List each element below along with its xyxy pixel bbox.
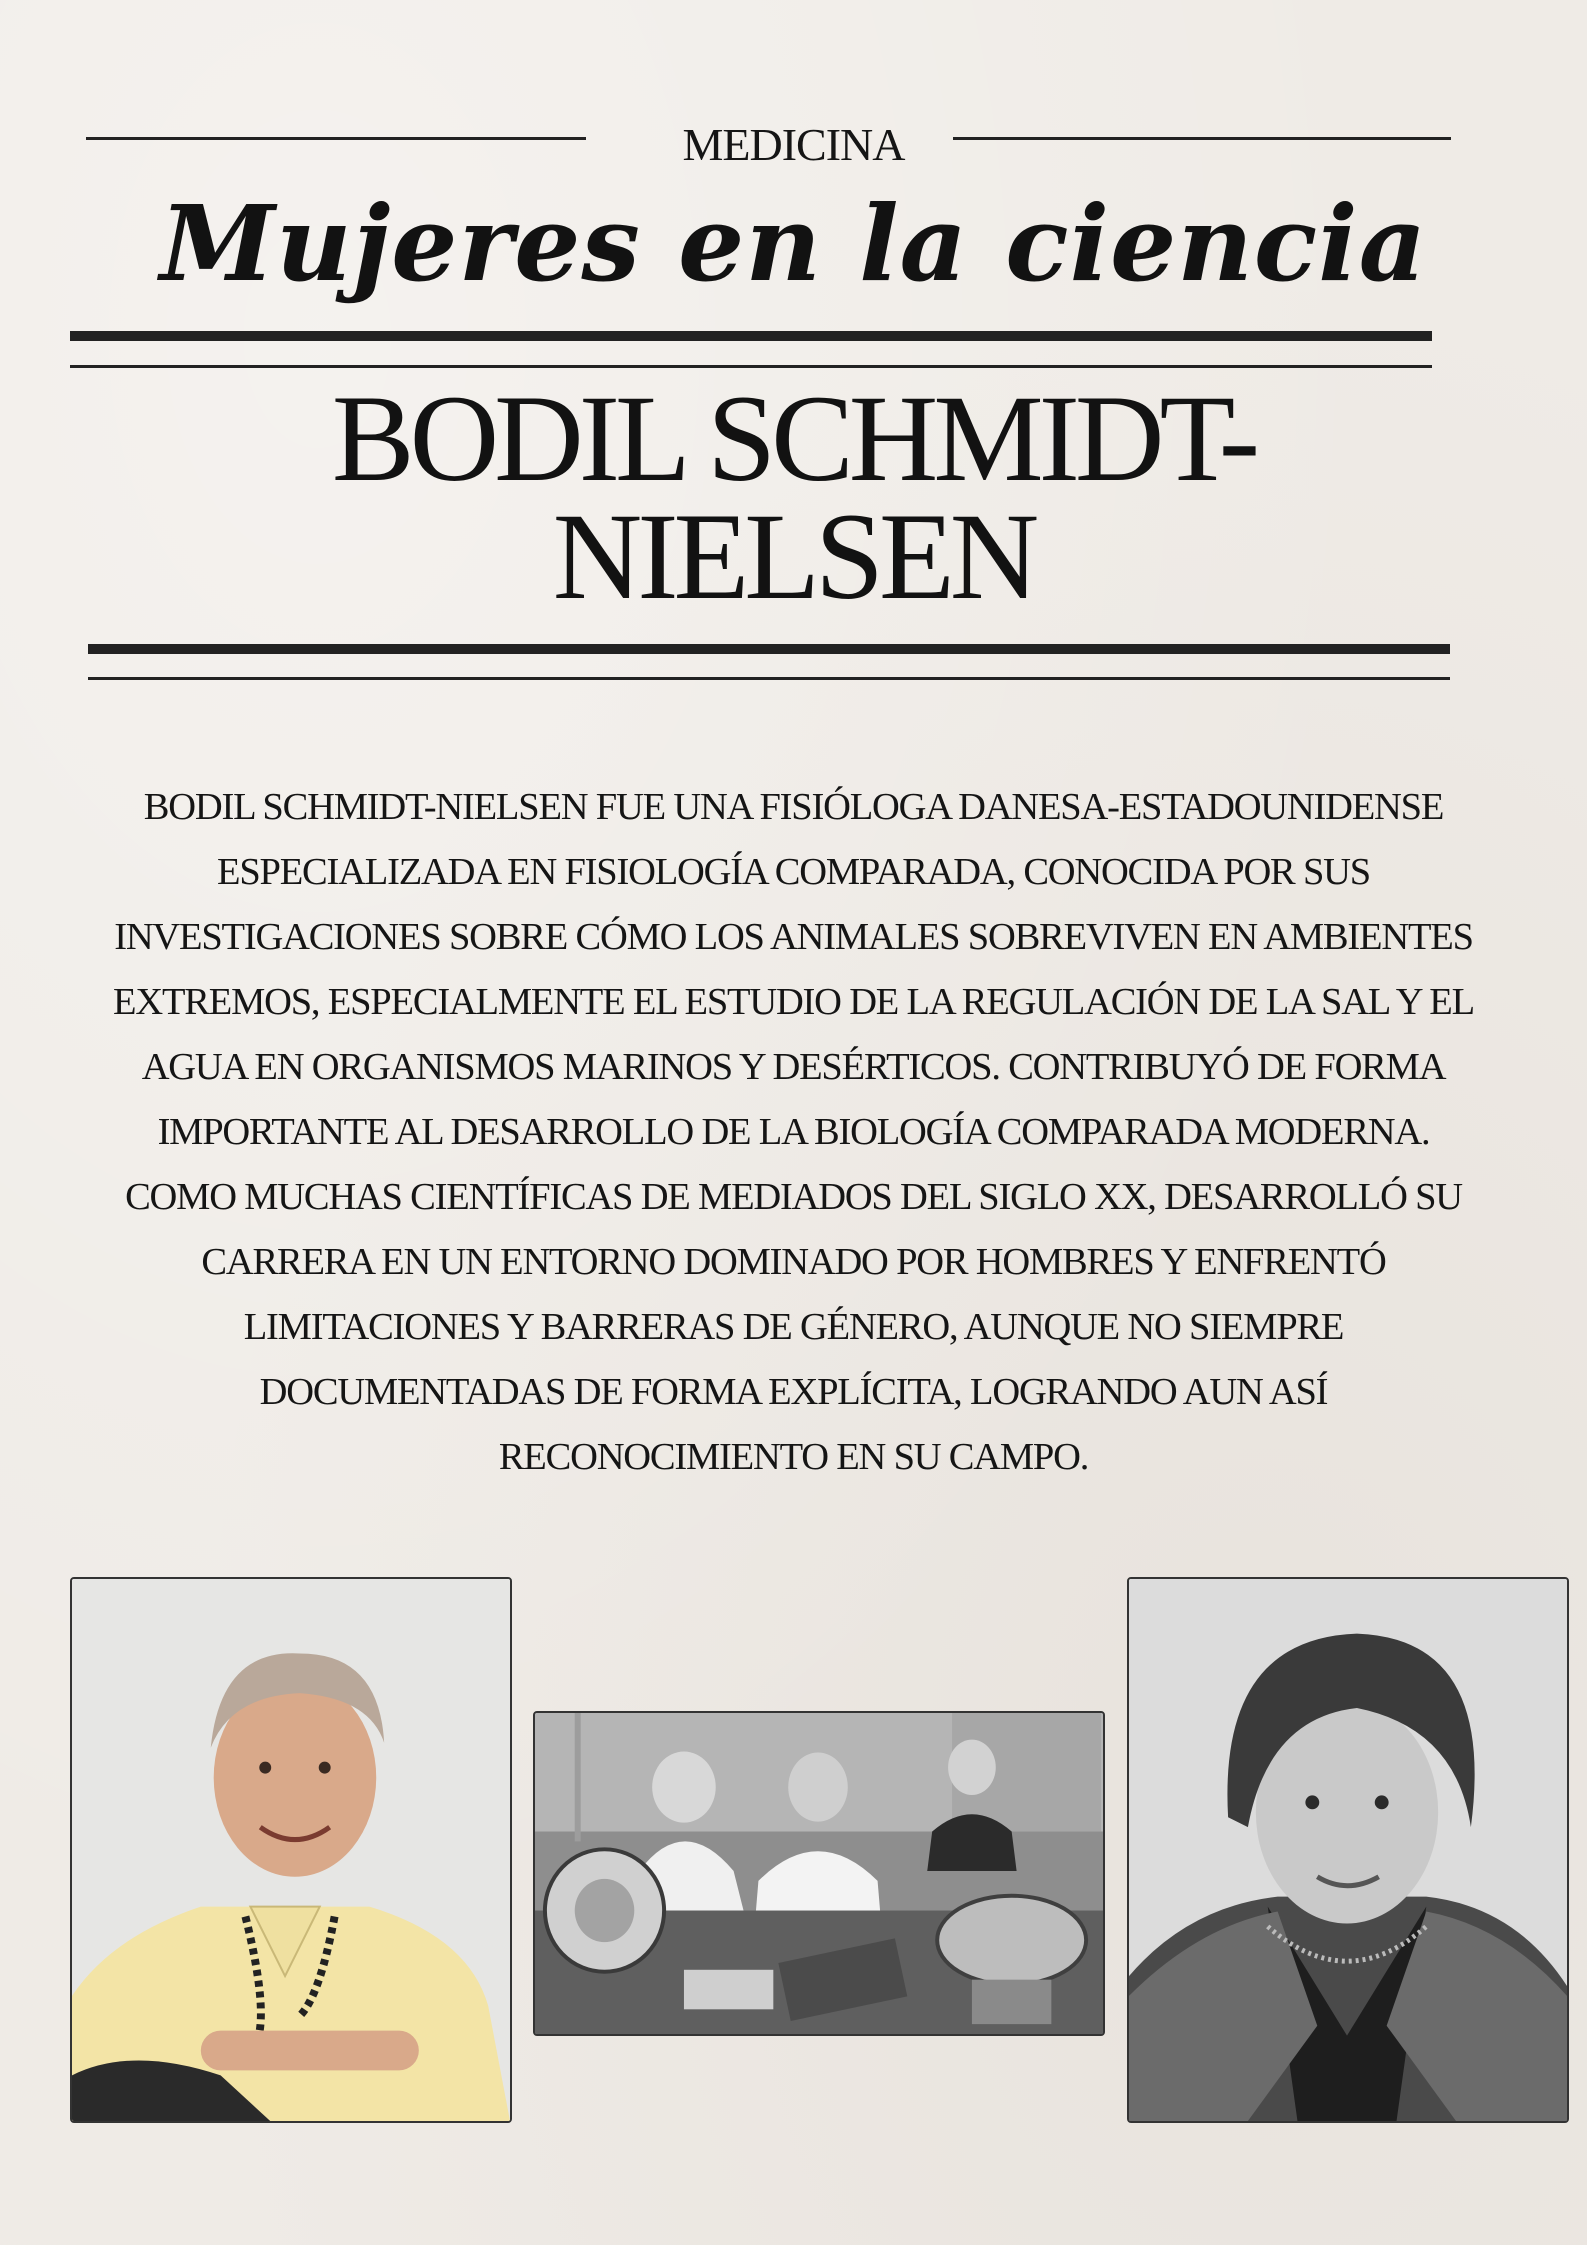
headline <box>100 370 1487 625</box>
headline-line-1: BODIL SCHMIDT- <box>331 370 1256 507</box>
headline-line-2: NIELSEN <box>552 488 1035 625</box>
article-body: BODIL SCHMIDT-NIELSEN FUE UNA FISIÓLOGA DANESA-ESTADOUNIDENSE ESPECIALIZADA EN FISIOLOGÍA COMPARADA, CONOCIDA POR SUS INVESTIGACIONES SOBRE CÓMO LOS ANIMALES SOBREVIVEN EN AMBIENTES EXTREMOS, ESPECIALMENTE EL ESTUDIO DE LA REGULACIÓN DE LA SAL Y EL AGUA EN ORGANISMOS MARINOS Y DESÉRTICOS. CONTRIBUYÓ DE FORMA IMPORTANTE AL DESARROLLO DE LA BIOLOGÍA COMPARADA MODERNA. COMO MUCHAS CIENTÍFICAS DE MEDIADOS DEL SIGLO XX, DESARROLLÓ SU CARRERA EN UN ENTORNO DOMINADO POR HOMBRES Y ENFRENTÓ LIMITACIONES Y BARRERAS DE GÉNERO, AUNQUE NO SIEMPRE DOCUMENTADAS DE FORMA EXPLÍCITA, LOGRANDO AUN ASÍ RECONOCIMIENTO EN SU CAMPO. <box>113 786 1474 1478</box>
portrait-bw-illustration <box>1129 1579 1567 2121</box>
laboratory-group-photo <box>533 1711 1105 2036</box>
portrait-color-illustration <box>72 1579 510 2121</box>
masthead-rule-thick <box>70 331 1432 341</box>
portrait-color-photo <box>70 1577 512 2123</box>
portrait-bw-photo <box>1127 1577 1569 2123</box>
headline-rule-thick <box>88 644 1450 654</box>
headline-rule-thin <box>88 677 1450 680</box>
laboratory-scene-illustration <box>535 1713 1103 2034</box>
masthead-title: Mujeres en la ciencia <box>159 182 1428 305</box>
masthead-rule-thin <box>70 365 1432 368</box>
section-label: MEDICINA <box>682 119 905 170</box>
